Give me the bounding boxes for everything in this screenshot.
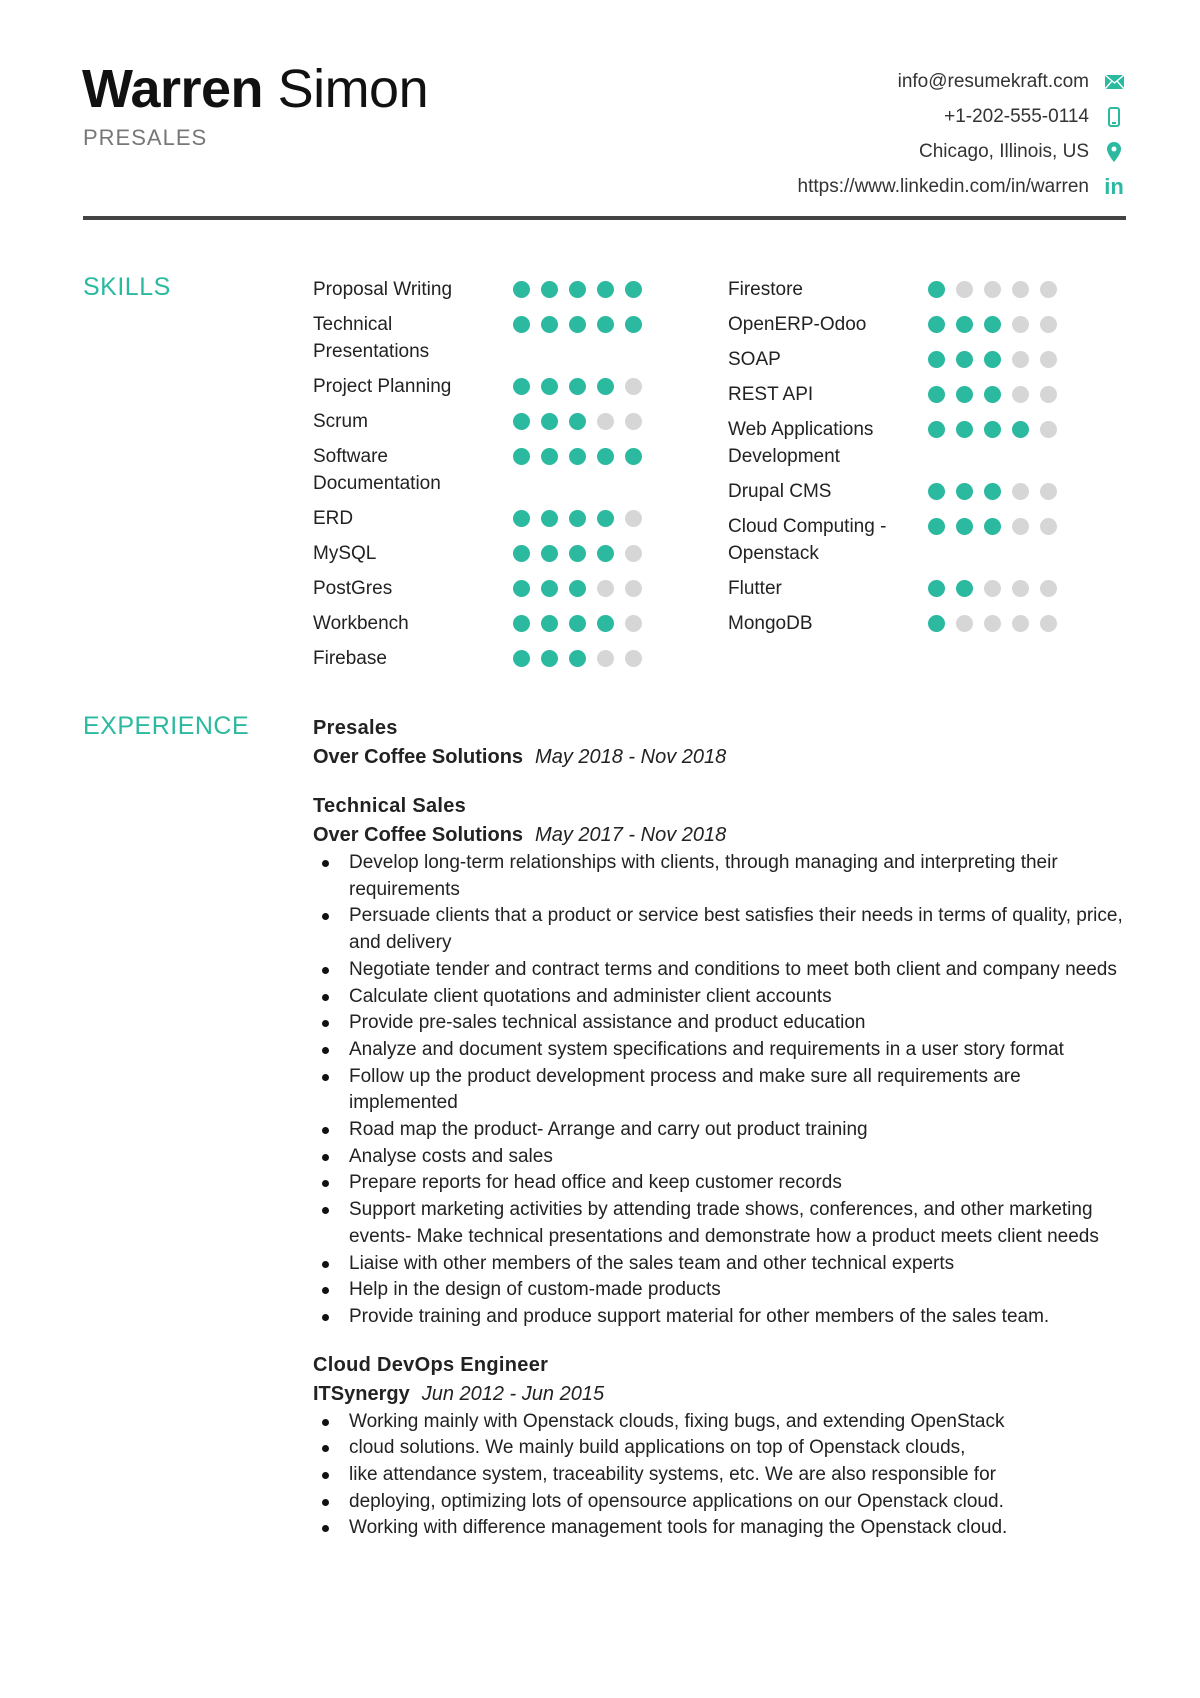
- rating-dot-filled: [956, 483, 973, 500]
- skill-rating: [513, 540, 653, 567]
- rating-dot-empty: [984, 580, 1001, 597]
- bullet-item: Road map the product- Arrange and carry out product training: [349, 1117, 1125, 1144]
- rating-dot-filled: [513, 650, 530, 667]
- bullet-item: Working mainly with Openstack clouds, fixing bugs, and extending OpenStack: [349, 1409, 1125, 1436]
- skill-name: Web Applications Development: [728, 419, 874, 467]
- rating-dot-empty: [1040, 316, 1057, 333]
- rating-dot-filled: [625, 448, 642, 465]
- rating-dot-empty: [597, 413, 614, 430]
- rating-dot-filled: [569, 448, 586, 465]
- rating-dot-filled: [513, 316, 530, 333]
- rating-dot-filled: [928, 518, 945, 535]
- skill-name: Flutter: [728, 578, 782, 599]
- skill-rating: [928, 478, 1068, 505]
- skill-rating: [928, 610, 1068, 637]
- skill-row: [728, 346, 1068, 373]
- skill-row: [728, 381, 1068, 408]
- bullet-item: cloud solutions. We mainly build applications on top of Openstack clouds,: [349, 1435, 1125, 1462]
- company-name: ITSynergy: [313, 1382, 410, 1405]
- rating-dot-filled: [541, 378, 558, 395]
- rating-dot-filled: [541, 448, 558, 465]
- rating-dot-filled: [956, 421, 973, 438]
- skill-name: Firestore: [728, 279, 803, 300]
- job-dates: Jun 2012 - Jun 2015: [421, 1382, 605, 1405]
- rating-dot-empty: [597, 580, 614, 597]
- rating-dot-filled: [513, 510, 530, 527]
- experience-heading: EXPERIENCE: [83, 712, 250, 740]
- rating-dot-filled: [956, 316, 973, 333]
- skill-row: [313, 540, 653, 567]
- rating-dot-filled: [513, 448, 530, 465]
- skill-row: [313, 505, 653, 532]
- skill-rating: [928, 381, 1068, 408]
- skill-row: [313, 408, 653, 435]
- rating-dot-empty: [1040, 281, 1057, 298]
- skill-row: [313, 443, 653, 497]
- skill-rating: [928, 416, 1068, 470]
- skill-rating: [513, 311, 653, 365]
- skill-rating: [513, 575, 653, 602]
- rating-dot-filled: [569, 413, 586, 430]
- skill-rating: [513, 505, 653, 532]
- skill-row: [728, 416, 1068, 470]
- rating-dot-filled: [984, 316, 1001, 333]
- rating-dot-filled: [956, 351, 973, 368]
- job-company-line: [313, 1380, 1125, 1409]
- job-dates: May 2018 - Nov 2018: [535, 746, 727, 768]
- rating-dot-filled: [569, 281, 586, 298]
- rating-dot-empty: [625, 650, 642, 667]
- rating-dot-empty: [597, 650, 614, 667]
- bullet-item: like attendance system, traceability systems, etc. We are also responsible for: [349, 1462, 1125, 1489]
- rating-dot-empty: [625, 615, 642, 632]
- rating-dot-empty: [984, 615, 1001, 632]
- skills-right-column: [728, 276, 1068, 645]
- bullet-item: Help in the design of custom-made products: [349, 1277, 1125, 1304]
- location-pin-icon: [1103, 142, 1125, 162]
- rating-dot-filled: [541, 281, 558, 298]
- bullet-item: Develop long-term relationships with clients, through managing and interpreting their requirements: [349, 850, 1125, 903]
- rating-dot-empty: [1040, 351, 1057, 368]
- rating-dot-filled: [569, 378, 586, 395]
- rating-dot-filled: [513, 615, 530, 632]
- skill-row: [728, 575, 1068, 602]
- rating-dot-filled: [928, 483, 945, 500]
- rating-dot-filled: [569, 580, 586, 597]
- rating-dot-empty: [1012, 386, 1029, 403]
- skill-name: Proposal Writing: [313, 279, 453, 300]
- contact-linkedin: [798, 169, 1125, 204]
- linkedin-icon: in: [1104, 173, 1124, 199]
- skill-rating: [928, 276, 1068, 303]
- contact-email: [798, 64, 1125, 99]
- rating-dot-filled: [541, 650, 558, 667]
- rating-dot-filled: [513, 378, 530, 395]
- skill-name: MySQL: [313, 543, 377, 564]
- candidate-name: [82, 58, 428, 120]
- rating-dot-filled: [928, 615, 945, 632]
- rating-dot-empty: [1012, 351, 1029, 368]
- contact-phone: [798, 99, 1125, 134]
- skill-rating: [928, 513, 1068, 567]
- first-name: Warren: [82, 59, 264, 119]
- rating-dot-filled: [956, 386, 973, 403]
- rating-dot-empty: [1012, 615, 1029, 632]
- job-title: PRESALES: [83, 125, 208, 150]
- rating-dot-filled: [984, 518, 1001, 535]
- rating-dot-empty: [1040, 615, 1057, 632]
- bullet-item: Analyze and document system specifications and requirements in a user story format: [349, 1037, 1125, 1064]
- bullet-item: deploying, optimizing lots of opensource applications on our Openstack cloud.: [349, 1489, 1125, 1516]
- skill-name: MongoDB: [728, 613, 813, 634]
- rating-dot-empty: [625, 510, 642, 527]
- skill-name: REST API: [728, 384, 814, 405]
- rating-dot-empty: [1012, 518, 1029, 535]
- last-name: Simon: [277, 59, 429, 119]
- job-dates: May 2017 - Nov 2018: [535, 824, 727, 846]
- rating-dot-filled: [597, 316, 614, 333]
- rating-dot-filled: [928, 281, 945, 298]
- skill-name: SOAP: [728, 349, 781, 370]
- skill-name: PostGres: [313, 578, 393, 599]
- rating-dot-empty: [956, 281, 973, 298]
- skill-name: ERD: [313, 508, 354, 529]
- skill-row: [728, 513, 1068, 567]
- company-name: Over Coffee Solutions: [313, 824, 524, 846]
- rating-dot-filled: [928, 580, 945, 597]
- skill-row: [313, 311, 653, 365]
- rating-dot-empty: [625, 413, 642, 430]
- rating-dot-filled: [597, 378, 614, 395]
- rating-dot-filled: [597, 545, 614, 562]
- rating-dot-filled: [541, 615, 558, 632]
- rating-dot-filled: [956, 580, 973, 597]
- bullet-item: Negotiate tender and contract terms and conditions to meet both client and company needs: [349, 957, 1125, 984]
- bullet-item: Provide training and produce support material for other members of the sales team.: [349, 1304, 1125, 1331]
- rating-dot-empty: [1040, 483, 1057, 500]
- rating-dot-filled: [928, 316, 945, 333]
- rating-dot-filled: [984, 351, 1001, 368]
- bullet-item: Liaise with other members of the sales team and other technical experts: [349, 1251, 1125, 1278]
- rating-dot-empty: [1012, 281, 1029, 298]
- job-role: Technical Sales: [313, 795, 467, 817]
- skill-name: Project Planning: [313, 376, 452, 397]
- skill-row: [313, 575, 653, 602]
- rating-dot-empty: [625, 378, 642, 395]
- rating-dot-filled: [984, 483, 1001, 500]
- rating-dot-filled: [928, 386, 945, 403]
- skill-rating: [513, 373, 653, 400]
- skills-left-column: [313, 276, 653, 680]
- skill-row: [728, 478, 1068, 505]
- rating-dot-empty: [1040, 580, 1057, 597]
- rating-dot-empty: [625, 545, 642, 562]
- job-bullets: [313, 850, 1125, 1331]
- skill-rating: [513, 408, 653, 435]
- skill-row: [728, 610, 1068, 637]
- phone-text: +1-202-555-0114: [944, 105, 1089, 127]
- skill-row: [313, 373, 653, 400]
- rating-dot-filled: [984, 421, 1001, 438]
- rating-dot-empty: [1012, 483, 1029, 500]
- rating-dot-filled: [569, 545, 586, 562]
- rating-dot-filled: [928, 421, 945, 438]
- contact-list: [798, 64, 1125, 204]
- skill-rating: [513, 645, 653, 672]
- skill-row: [313, 645, 653, 672]
- skill-row: [728, 276, 1068, 303]
- rating-dot-filled: [541, 510, 558, 527]
- job-company-line: [313, 743, 1125, 772]
- rating-dot-empty: [984, 281, 1001, 298]
- experience-list: [313, 714, 1125, 1562]
- skill-rating: [513, 276, 653, 303]
- rating-dot-filled: [541, 580, 558, 597]
- rating-dot-filled: [984, 386, 1001, 403]
- bullet-item: Persuade clients that a product or service best satisfies their needs in terms of quality, price, and delivery: [349, 903, 1125, 956]
- skill-name: Technical Presentations: [313, 314, 430, 362]
- job-company-line: [313, 821, 1125, 850]
- email-text[interactable]: info@resumekraft.com: [897, 70, 1089, 92]
- rating-dot-filled: [625, 281, 642, 298]
- job-bullets: [313, 1409, 1125, 1543]
- job-role: Cloud DevOps Engineer: [313, 1353, 549, 1376]
- rating-dot-empty: [1040, 518, 1057, 535]
- rating-dot-filled: [928, 351, 945, 368]
- skill-rating: [928, 575, 1068, 602]
- rating-dot-filled: [541, 413, 558, 430]
- skill-rating: [928, 346, 1068, 373]
- rating-dot-filled: [1012, 421, 1029, 438]
- skill-rating: [513, 443, 653, 497]
- rating-dot-filled: [569, 650, 586, 667]
- bullet-item: Provide pre-sales technical assistance and product education: [349, 1010, 1125, 1037]
- job-entry: [313, 792, 1125, 1331]
- contact-location: [798, 134, 1125, 169]
- skill-rating: [513, 610, 653, 637]
- mail-icon: [1103, 75, 1125, 89]
- rating-dot-filled: [541, 316, 558, 333]
- linkedin-link[interactable]: https://www.linkedin.com/in/warren: [797, 175, 1089, 197]
- rating-dot-filled: [597, 448, 614, 465]
- rating-dot-empty: [1040, 386, 1057, 403]
- rating-dot-empty: [1040, 421, 1057, 438]
- location-text: Chicago, Illinois, US: [918, 140, 1089, 162]
- skill-name: OpenERP-Odoo: [728, 314, 867, 335]
- rating-dot-filled: [597, 281, 614, 298]
- rating-dot-filled: [597, 510, 614, 527]
- rating-dot-filled: [569, 510, 586, 527]
- rating-dot-filled: [513, 281, 530, 298]
- rating-dot-filled: [513, 545, 530, 562]
- bullet-item: Follow up the product development process and make sure all requirements are implemented: [349, 1064, 1125, 1117]
- company-name: Over Coffee Solutions: [313, 746, 524, 768]
- rating-dot-filled: [541, 545, 558, 562]
- rating-dot-empty: [625, 580, 642, 597]
- rating-dot-filled: [513, 580, 530, 597]
- skill-row: [313, 276, 653, 303]
- skill-name: Cloud Computing - Openstack: [728, 516, 887, 564]
- rating-dot-empty: [1012, 316, 1029, 333]
- bullet-item: Calculate client quotations and administer client accounts: [349, 984, 1125, 1011]
- rating-dot-filled: [597, 615, 614, 632]
- job-entry: [313, 714, 1125, 772]
- header-divider: [83, 216, 1126, 220]
- bullet-item: Analyse costs and sales: [349, 1144, 1125, 1171]
- skill-name: Software Documentation: [313, 446, 441, 494]
- skill-name: Scrum: [313, 411, 368, 432]
- bullet-item: Working with difference management tools for managing the Openstack cloud.: [349, 1515, 1125, 1542]
- rating-dot-filled: [569, 615, 586, 632]
- skills-heading: SKILLS: [83, 273, 171, 301]
- rating-dot-filled: [956, 518, 973, 535]
- rating-dot-empty: [1012, 580, 1029, 597]
- job-role: Presales: [313, 717, 398, 739]
- rating-dot-empty: [956, 615, 973, 632]
- skill-name: Drupal CMS: [728, 481, 832, 502]
- rating-dot-filled: [569, 316, 586, 333]
- bullet-item: Support marketing activities by attending trade shows, conferences, and other marketing events- Make technical presentations and demonstrate how a product meets client needs: [349, 1197, 1125, 1250]
- rating-dot-filled: [625, 316, 642, 333]
- skill-name: Firebase: [313, 648, 387, 669]
- skill-row: [728, 311, 1068, 338]
- skill-rating: [928, 311, 1068, 338]
- bullet-item: Prepare reports for head office and keep customer records: [349, 1170, 1125, 1197]
- skill-row: [313, 610, 653, 637]
- job-entry: [313, 1351, 1125, 1543]
- phone-icon: [1103, 107, 1125, 127]
- rating-dot-filled: [513, 413, 530, 430]
- skill-name: Workbench: [313, 613, 409, 634]
